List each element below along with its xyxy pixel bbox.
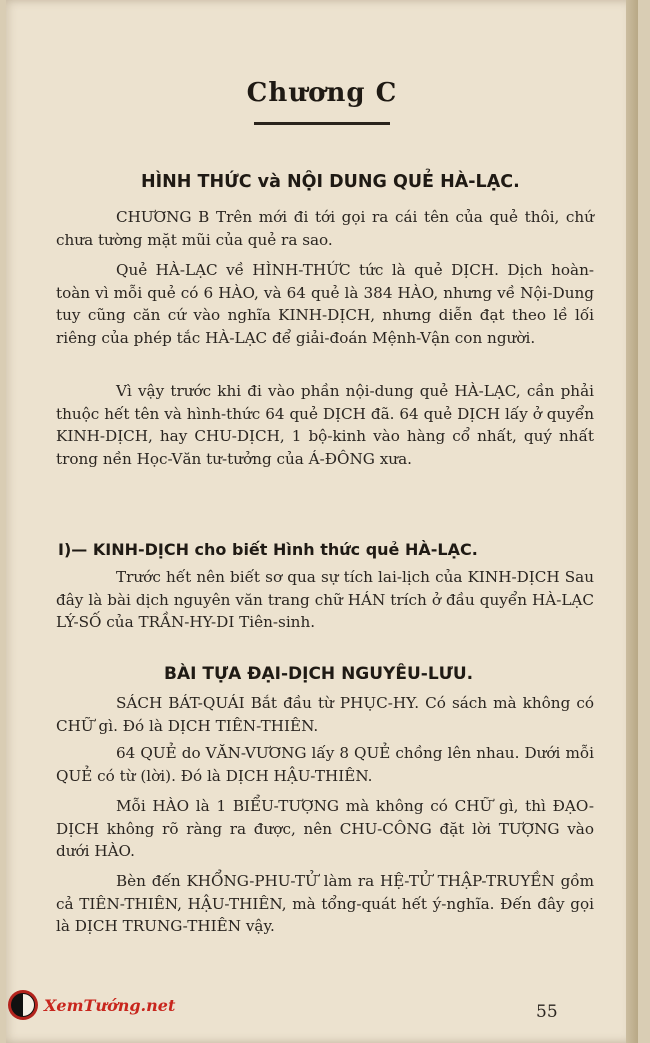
paragraph-7: Mỗi HÀO là 1 BIỂU-TƯỢNG mà không có CHỮ gì, thì ĐẠO-DỊCH không rõ ràng ra được, nên CHU-CÔNG đặt lời TƯỢNG vào dưới HÀO. bbox=[56, 797, 594, 860]
section-heading: I)— KINH-DỊCH cho biết Hình thức quẻ HÀ-LẠC. bbox=[58, 540, 478, 559]
paragraph-2: Quẻ HÀ-LẠC về HÌNH-THỨC tức là quẻ DỊCH. Dịch hoàn-toàn vì mỗi quẻ có 6 HÀO, và 64 quẻ là 384 HÀO, nhưng về Nội-Dung tuy cũng căn cứ vào nghĩa KINH-DỊCH, nhưng diễn đạt theo lề lối riêng của phép tắc HÀ-LẠC để giải-đoán Mệnh-Vận con người. bbox=[56, 261, 594, 347]
title-underline bbox=[254, 122, 390, 125]
main-heading: HÌNH THỨC và NỘI DUNG QUẺ HÀ-LẠC. bbox=[141, 172, 520, 192]
paragraph-3: Vì vậy trước khi đi vào phần nội-dung quẻ HÀ-LẠC, cần phải thuộc hết tên và hình-thức 64 quẻ DỊCH đã. 64 quẻ DỊCH lấy ở quyển KINH-DỊCH, hay CHU-DỊCH, 1 bộ-kinh vào hàng cổ nhất, quý nhất trong nền Học-Văn tư-tưởng của Á-ĐÔNG xưa. bbox=[56, 382, 594, 468]
book-page bbox=[6, 0, 638, 1043]
page-number: 55 bbox=[536, 1002, 558, 1022]
paragraph-6: 64 QUẺ do VĂN-VƯƠNG lấy 8 QUẺ chồng lên nhau. Dưới mỗi QUẺ có từ (lời). Đó là DỊCH HẬU-THIÊN. bbox=[56, 744, 594, 785]
preface-heading: BÀI TỰA ĐẠI-DỊCH NGUYÊU-LƯU. bbox=[164, 664, 474, 684]
page-edge bbox=[626, 0, 638, 1043]
watermark-logo[interactable] bbox=[8, 990, 175, 1020]
chapter-title: Chương C bbox=[246, 78, 398, 108]
yin-yang-icon bbox=[8, 990, 38, 1020]
paragraph-4: Trước hết nên biết sơ qua sự tích lai-lịch của KINH-DỊCH Sau đây là bài dịch nguyên văn trang chữ HÁN trích ở đầu quyển HÀ-LẠC LÝ-SỐ của TRẦN-HY-DI Tiên-sinh. bbox=[56, 568, 594, 631]
paragraph-1: CHƯƠNG B Trên mới đi tới gọi ra cái tên của quẻ thôi, chứ chưa tường mặt mũi của quẻ ra sao. bbox=[56, 208, 594, 249]
paragraph-5: SÁCH BÁT-QUÁI Bắt đầu từ PHỤC-HY. Có sách mà không có CHỮ gì. Đó là DỊCH TIÊN-THIÊN. bbox=[56, 694, 594, 735]
paragraph-8: Bèn đến KHỔNG-PHU-TỬ làm ra HỆ-TỬ THẬP-TRUYỀN gồm cả TIÊN-THIÊN, HẬU-THIÊN, mà tổng-quát hết ý-nghĩa. Đến đây gọi là DỊCH TRUNG-THIÊN vậy. bbox=[56, 872, 594, 935]
brand-name: XemTướng.net bbox=[44, 995, 176, 1015]
